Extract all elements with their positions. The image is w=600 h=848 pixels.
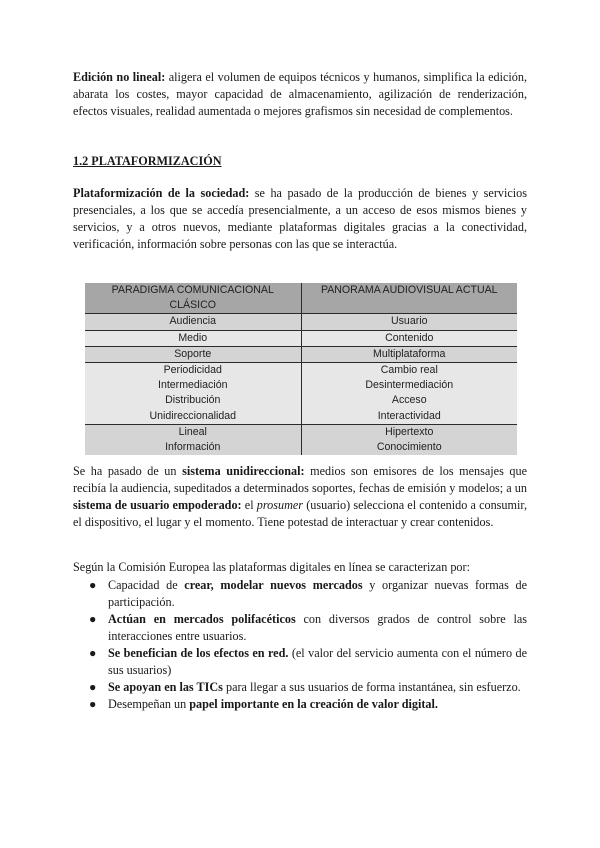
table-row: Audiencia Usuario bbox=[85, 314, 517, 330]
table-header-row bbox=[85, 283, 517, 314]
header-clasico: PARADIGMA COMUNICACIONAL CLÁSICO bbox=[85, 283, 301, 314]
paragraph-edicion-no-lineal: Edición no lineal: aligera el volumen de equipos técnicos y humanos, simplifica la edición, abarata los costes, mayor capacidad de almacenamiento, agilización de renderización, efectos visuales, realidad aumentada o mejores grafismos sin necesidad de complementos. bbox=[73, 70, 527, 118]
bullet-icon: ● bbox=[89, 680, 97, 694]
term-plataformizacion: Plataformización de la sociedad: bbox=[73, 186, 250, 200]
paragraph-plataformizacion: Plataformización de la sociedad: se ha pasado de la producción de bienes y servicios presenciales, a los que se accedía presencialmente, a un acceso de esos mismos bienes y servicios, y a otros nuevos, mediante plataformas digitales gracias a la conectividad, verificación, información sobre personas con las que se interactúa. bbox=[73, 186, 527, 251]
list-item: ● Se benefician de los efectos en red. (el valor del servicio aumenta con el número de sus usuarios) bbox=[89, 646, 527, 677]
paragraph-comision-europea: Según la Comisión Europea las plataformas digitales en línea se caracterizan por: bbox=[73, 560, 470, 574]
term-edicion-no-lineal: Edición no lineal: bbox=[73, 70, 166, 84]
paragraph-sistema: Se ha pasado de un sistema unidireccional: medios son emisores de los mensajes que recibía la audiencia, supeditados a determinados soportes, fechas de emisión y modelos; a un sistema de usuario empoderado: el prosumer (usuario) selecciona el contenido a consumir, el dispositivo, el lugar y el momento. Tiene potestad de interactuar y crear contenidos. bbox=[73, 464, 527, 529]
list-item: ● Capacidad de crear, modelar nuevos mercados y organizar nuevas formas de participación. bbox=[89, 578, 528, 609]
table-row: Periodicidad Cambio real bbox=[85, 363, 517, 379]
list-item: ● Actúan en mercados polifacéticos con diversos grados de control sobre las interacciones entre usuarios. bbox=[89, 612, 528, 643]
table-row: Medio Contenido bbox=[85, 330, 517, 346]
list-item: ● Desempeñan un papel importante en la creación de valor digital. bbox=[89, 697, 438, 711]
table-row: Intermediación Desintermediación bbox=[85, 378, 517, 393]
bullet-icon: ● bbox=[89, 612, 97, 626]
term-sistema-usuario-empoderado: sistema de usuario empoderado: bbox=[73, 498, 242, 512]
term-prosumer: prosumer bbox=[256, 498, 304, 512]
bullet-icon: ● bbox=[89, 697, 97, 711]
table-row: Distribución Acceso bbox=[85, 393, 517, 408]
header-actual: PANORAMA AUDIOVISUAL ACTUAL bbox=[301, 283, 517, 314]
list-item: ● Se apoyan en las TICs para llegar a sus usuarios de forma instantánea, sin esfuerzo. bbox=[89, 680, 521, 694]
section-heading: 1.2 PLATAFORMIZACIÓN bbox=[73, 154, 222, 168]
table-row: Lineal Hipertexto bbox=[85, 424, 517, 440]
characteristics-list bbox=[73, 577, 527, 713]
bullet-icon: ● bbox=[89, 646, 97, 660]
table-row: Información Conocimiento bbox=[85, 440, 517, 455]
bullet-icon: ● bbox=[89, 578, 97, 592]
term-sistema-unidireccional: sistema unidireccional: bbox=[182, 464, 305, 478]
comparison-table bbox=[85, 283, 517, 455]
table-row: Soporte Multiplataforma bbox=[85, 346, 517, 362]
table-row: Unidireccionalidad Interactividad bbox=[85, 409, 517, 425]
